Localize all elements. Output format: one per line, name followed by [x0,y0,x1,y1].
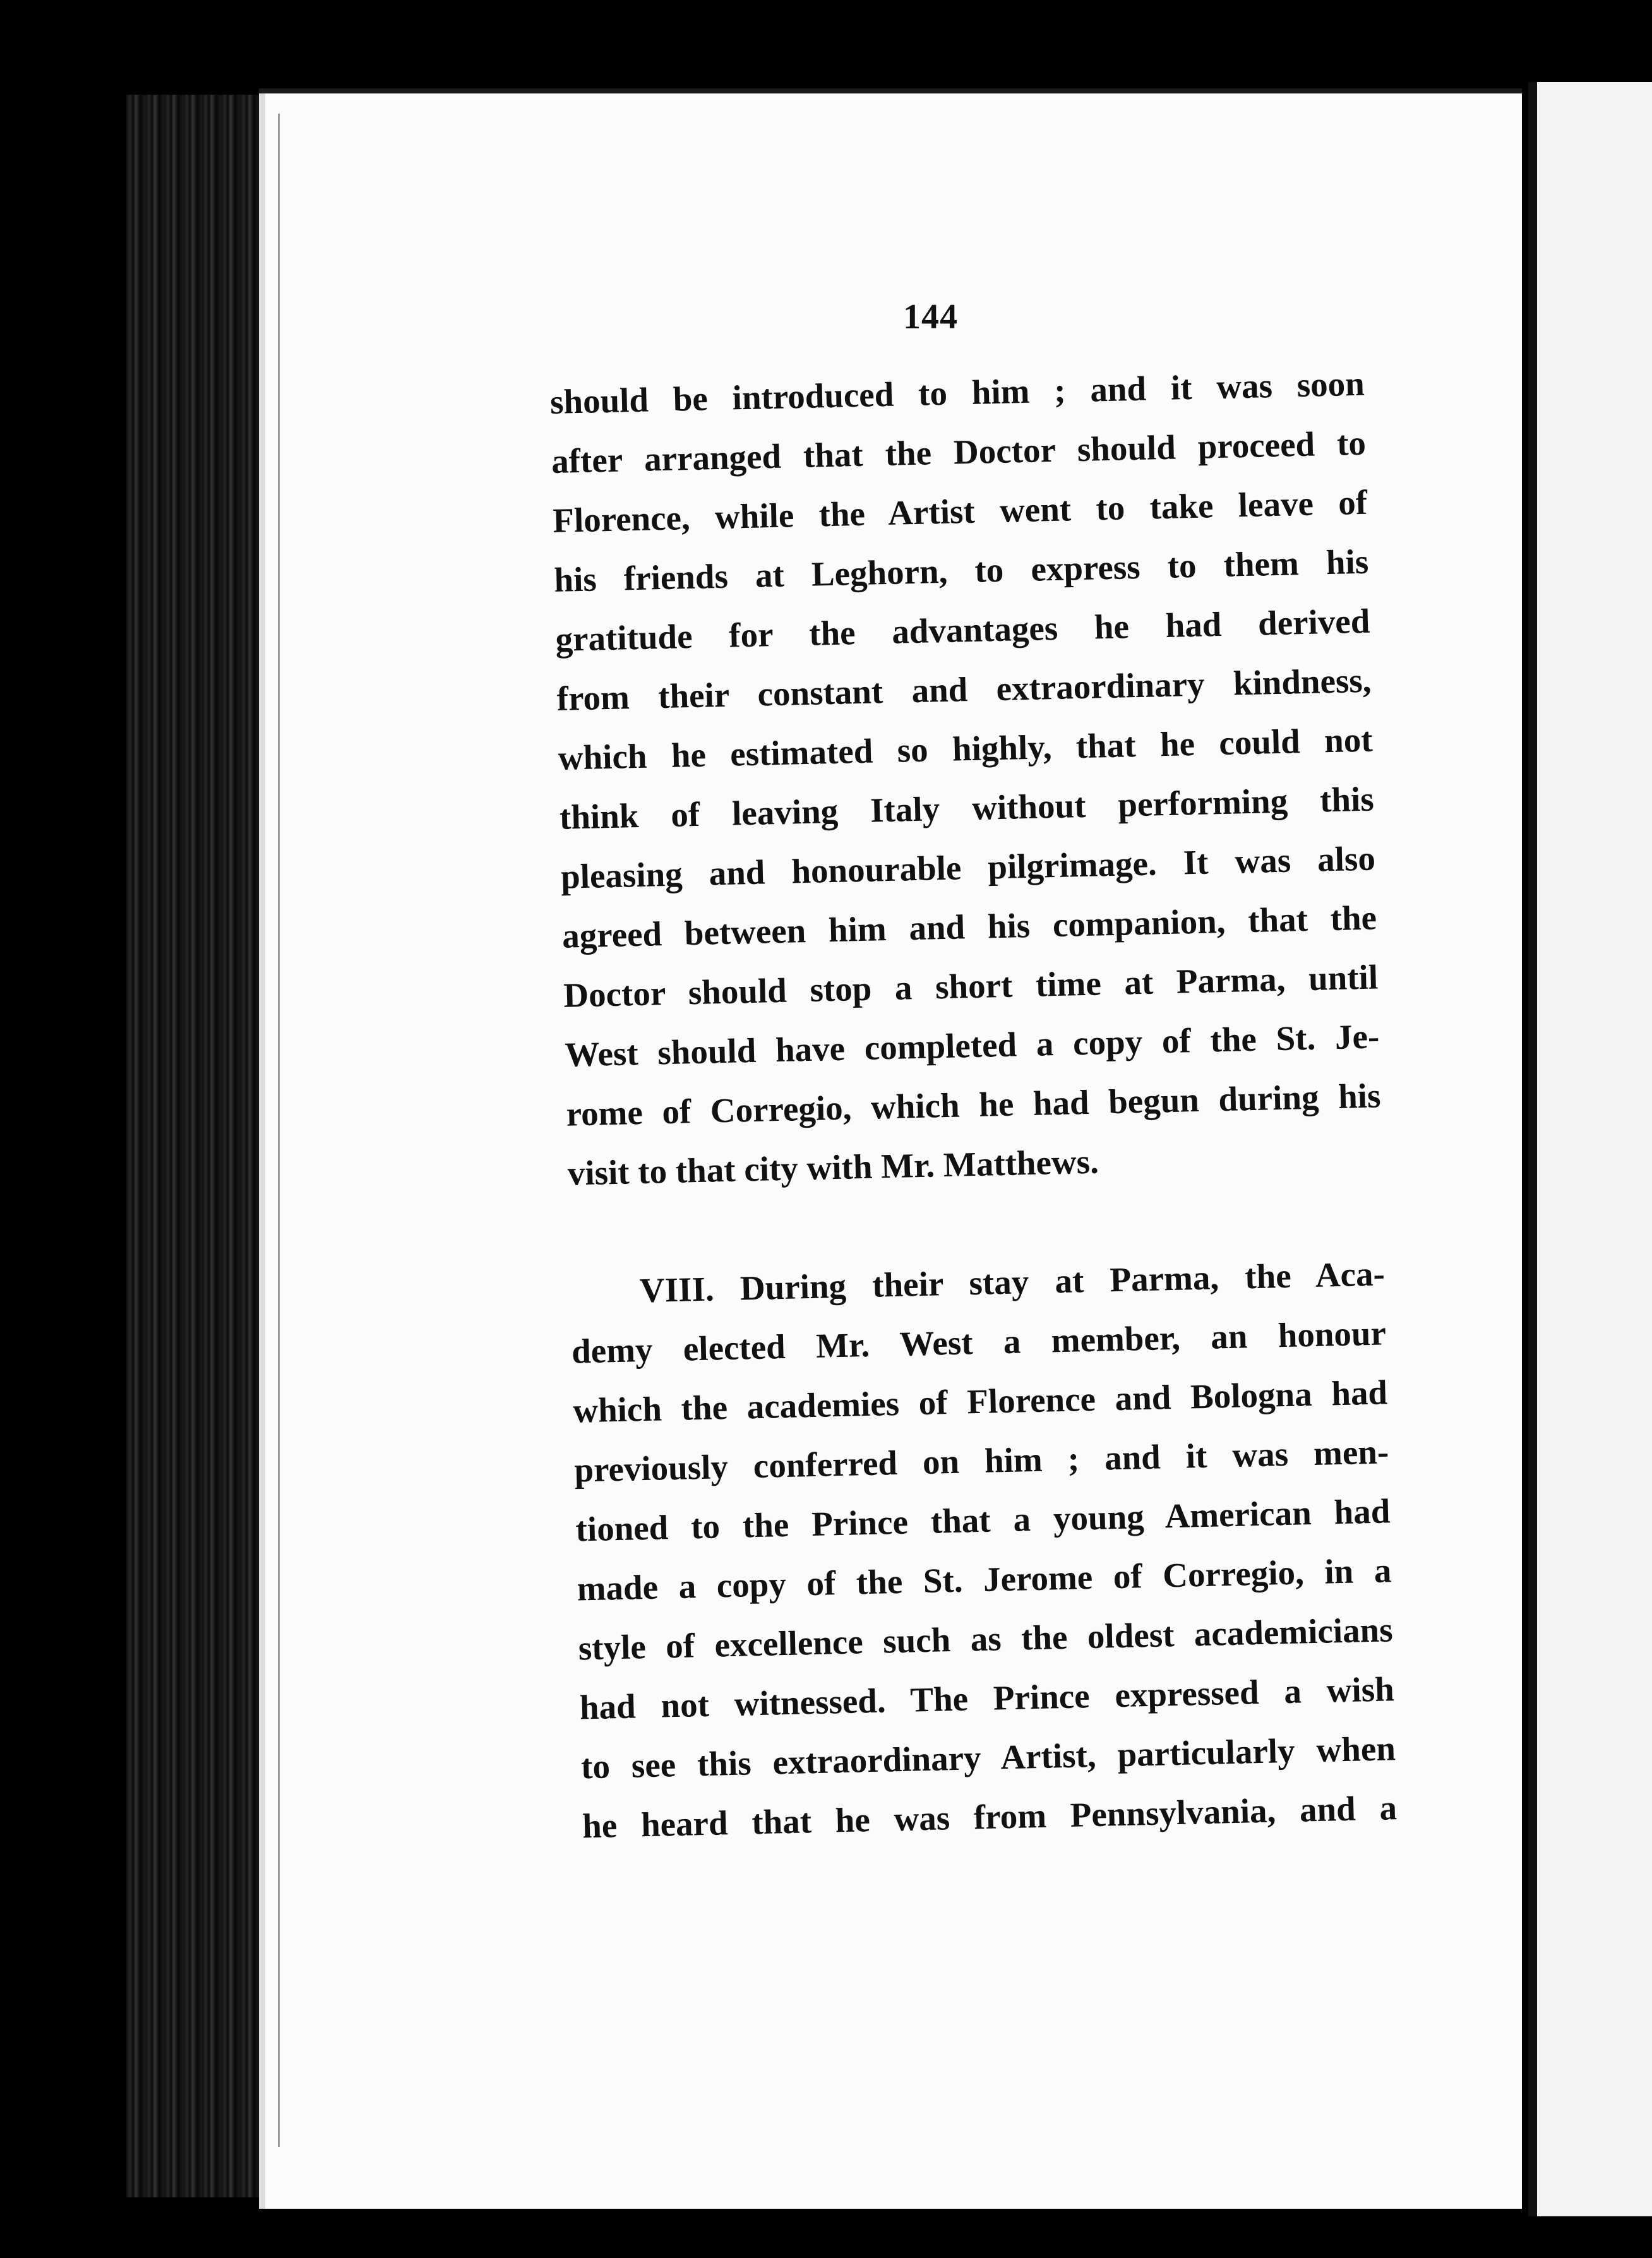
text-line: West should have completed a copy of the St. Je- [564,1017,1380,1074]
text-line: think of leaving Italy without performing this [559,779,1375,837]
text-line: visit to that city with Mr. Matthews. [567,1142,1099,1193]
text-line: to see this extraordinary Artist, particularly when [580,1729,1396,1786]
text-line: Florence, while the Artist went to take leave of [552,482,1368,540]
page-number: 144 [903,297,958,337]
text-line: made a copy of the St. Jerome of Corregio, in a [577,1551,1392,1608]
text-line: he heard that he was from Pennsylvania, and a [582,1788,1398,1846]
facing-page-edge [1528,82,1652,2216]
text-line: rome of Corregio, which he had begun during his [565,1076,1382,1133]
text-line: agreed between him and his companion, that the [561,898,1377,955]
text-line: VIII. During their stay at Parma, the Aca- [639,1254,1386,1310]
text-line: gratitude for the advantages he had derived [554,601,1370,659]
text-line: should be introduced to him ; and it was soon [549,364,1365,421]
text-line: from their constant and extraordinary kindness, [556,660,1372,718]
text-line: had not witnessed. The Prince expressed a wish [579,1670,1395,1727]
page-body-text [549,354,1398,1856]
text-line: Doctor should stop a short time at Parma, until [563,957,1379,1015]
text-line: after arranged that the Doctor should proceed to [551,423,1367,481]
text-line: demy elected Mr. West a member, an honour [571,1313,1387,1371]
text-line: his friends at Leghorn, to express to them his [553,542,1369,599]
text-line: style of excellence such as the oldest academicians [578,1610,1394,1668]
page-edges [126,95,272,2197]
text-line: which he estimated so highly, that he could not [558,720,1374,777]
page-margin-line [278,114,280,2147]
text-line: pleasing and honourable pilgrimage. It was also [560,839,1376,896]
text-line: tioned to the Prince that a young American had [575,1491,1391,1549]
text-line: previously conferred on him ; and it was men- [573,1432,1389,1490]
text-line: which the academies of Florence and Bologna had [572,1373,1388,1430]
